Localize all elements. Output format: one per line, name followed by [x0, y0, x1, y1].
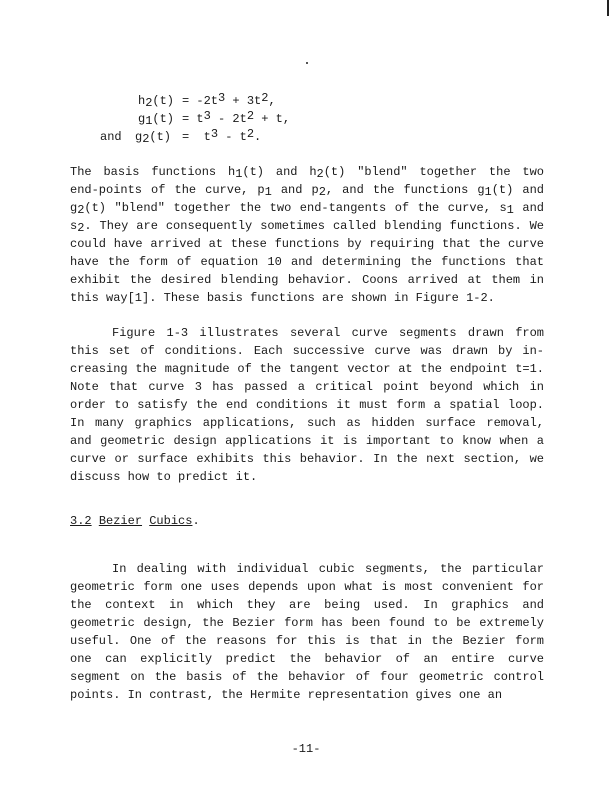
- text-run: and geometric design applications it is important to know when a: [70, 434, 544, 448]
- text-run: . They are consequently sometimes called blending functions. We: [84, 219, 544, 233]
- text-run: (t) and h: [242, 165, 317, 179]
- text-line: [70, 181, 544, 199]
- subscript: 2: [316, 167, 324, 181]
- text-line: [70, 235, 544, 253]
- text-run: = t: [182, 130, 211, 144]
- text-line: [70, 632, 544, 650]
- speck-mark: [306, 62, 308, 64]
- text-line: [70, 289, 544, 307]
- subscript: 1: [506, 203, 514, 217]
- text-run: + 3t: [225, 94, 262, 108]
- superscript: 2: [246, 109, 255, 123]
- text-run: the context in which they are being used. In graphics and: [70, 598, 544, 612]
- equation-rhs: [182, 128, 261, 146]
- text-run: one can explicitly predict the behavior of an entire curve: [70, 652, 544, 666]
- text-run: = -2t: [182, 94, 219, 108]
- superscript: 2: [261, 91, 269, 105]
- subscript: 1: [235, 167, 243, 181]
- text-run: points. In contrast, the Hermite representation gives one an: [70, 688, 503, 702]
- text-line: [70, 342, 544, 360]
- subscript: 2: [142, 132, 150, 146]
- heading-word: Bezier: [98, 514, 143, 528]
- text-line: [70, 650, 544, 668]
- text-run: and: [513, 201, 544, 215]
- text-run: g: [138, 112, 146, 126]
- equation-rhs: [182, 92, 276, 110]
- text-run: The basis functions h: [70, 165, 236, 179]
- text-line: [70, 253, 544, 271]
- text-run: this set of conditions. Each successive curve was drawn by in-: [70, 344, 544, 358]
- equation-lhs: [138, 110, 174, 128]
- text-run: - 2t: [210, 112, 247, 126]
- text-run: - t: [218, 130, 247, 144]
- text-line: [70, 450, 544, 468]
- equation-lhs: [135, 128, 171, 146]
- page-edge-mark: [607, 0, 609, 16]
- superscript: 3: [203, 109, 211, 123]
- text-run: Figure 1-3 illustrates several curve segments drawn from: [112, 326, 544, 340]
- text-line: [70, 668, 544, 686]
- text-line: [70, 360, 544, 378]
- subscript: 2: [77, 203, 85, 217]
- text-run: could have arrived at these functions by requiring that the curve: [70, 237, 544, 251]
- text-run: = t: [182, 112, 204, 126]
- text-run: Note that curve 3 has passed a critical point beyond which in: [70, 380, 544, 394]
- heading-word: Cubics: [149, 514, 193, 528]
- text-run: discuss how to predict it.: [70, 470, 258, 484]
- text-run: (t) "blend" together the two end-tangents of the curve, s: [84, 201, 507, 215]
- text-line: [70, 217, 544, 235]
- text-run: exhibit the desired blending behavior. Coons arrived at them in: [70, 273, 544, 287]
- text-line: [70, 686, 544, 704]
- text-line: [70, 378, 544, 396]
- text-run: creasing the magnitude of the tangent vector at the endpoint t=1.: [70, 362, 544, 376]
- subscript: 2: [318, 185, 326, 199]
- text-line: [70, 396, 544, 414]
- text-run: (t) and: [491, 183, 544, 197]
- text-line: [70, 414, 544, 432]
- text-line: [112, 560, 544, 578]
- text-line: [112, 324, 544, 342]
- text-line: [70, 578, 544, 596]
- subscript: 1: [264, 185, 272, 199]
- page-number: -11-: [291, 742, 321, 756]
- text-run: end-points of the curve, p: [70, 183, 265, 197]
- text-line: [70, 163, 544, 181]
- text-line: [70, 614, 544, 632]
- text-run: g: [135, 130, 143, 144]
- text-run: (t): [149, 130, 172, 144]
- superscript: 3: [210, 127, 219, 141]
- text-line: [70, 199, 544, 217]
- superscript: 2: [246, 127, 255, 141]
- text-run: ,: [268, 94, 276, 108]
- text-run: (t) "blend" together the two: [323, 165, 544, 179]
- text-line: [70, 468, 544, 486]
- text-run: In many graphics applications, such as hidden surface removal,: [70, 416, 544, 430]
- text-run: curve or surface exhibits this behavior. In the next section, we: [70, 452, 544, 466]
- text-line: [70, 432, 544, 450]
- text-run: and p: [271, 183, 319, 197]
- superscript: 3: [218, 91, 226, 105]
- text-run: , and the functions g: [325, 183, 485, 197]
- text-run: In dealing with individual cubic segments, the particular: [112, 562, 544, 576]
- text-run: (t): [152, 94, 175, 108]
- subscript: 2: [145, 96, 153, 110]
- equation-prefix: and: [100, 130, 122, 144]
- subscript: 1: [145, 114, 153, 128]
- text-run: geometric form one uses depends upon what is most convenient for: [70, 580, 544, 594]
- text-run: s: [70, 219, 78, 233]
- equation-rhs: [182, 110, 290, 128]
- heading-period: .: [192, 514, 200, 528]
- section-number: 3.2: [70, 514, 92, 528]
- text-run: segment on the basis of the behavior of four geometric control: [70, 670, 544, 684]
- equation-lhs: [138, 92, 174, 110]
- text-run: .: [254, 130, 262, 144]
- text-run: + t,: [254, 112, 291, 126]
- text-run: order to satisfy the end conditions it must form a spatial loop.: [70, 398, 544, 412]
- text-run: (t): [152, 112, 175, 126]
- text-run: have the form of equation 10 and determining the functions that: [70, 255, 544, 269]
- text-run: useful. One of the reasons for this is that in the Bezier form: [70, 634, 544, 648]
- text-run: this way[1]. These basis functions are shown in Figure 1-2.: [70, 291, 495, 305]
- text-run: h: [138, 94, 146, 108]
- text-run: geometric design, the Bezier form has been found to be extremely: [70, 616, 544, 630]
- subscript: 2: [77, 221, 85, 235]
- subscript: 1: [484, 185, 492, 199]
- text-run: g: [70, 201, 78, 215]
- section-heading: [70, 512, 544, 530]
- text-line: [70, 596, 544, 614]
- text-line: [70, 271, 544, 289]
